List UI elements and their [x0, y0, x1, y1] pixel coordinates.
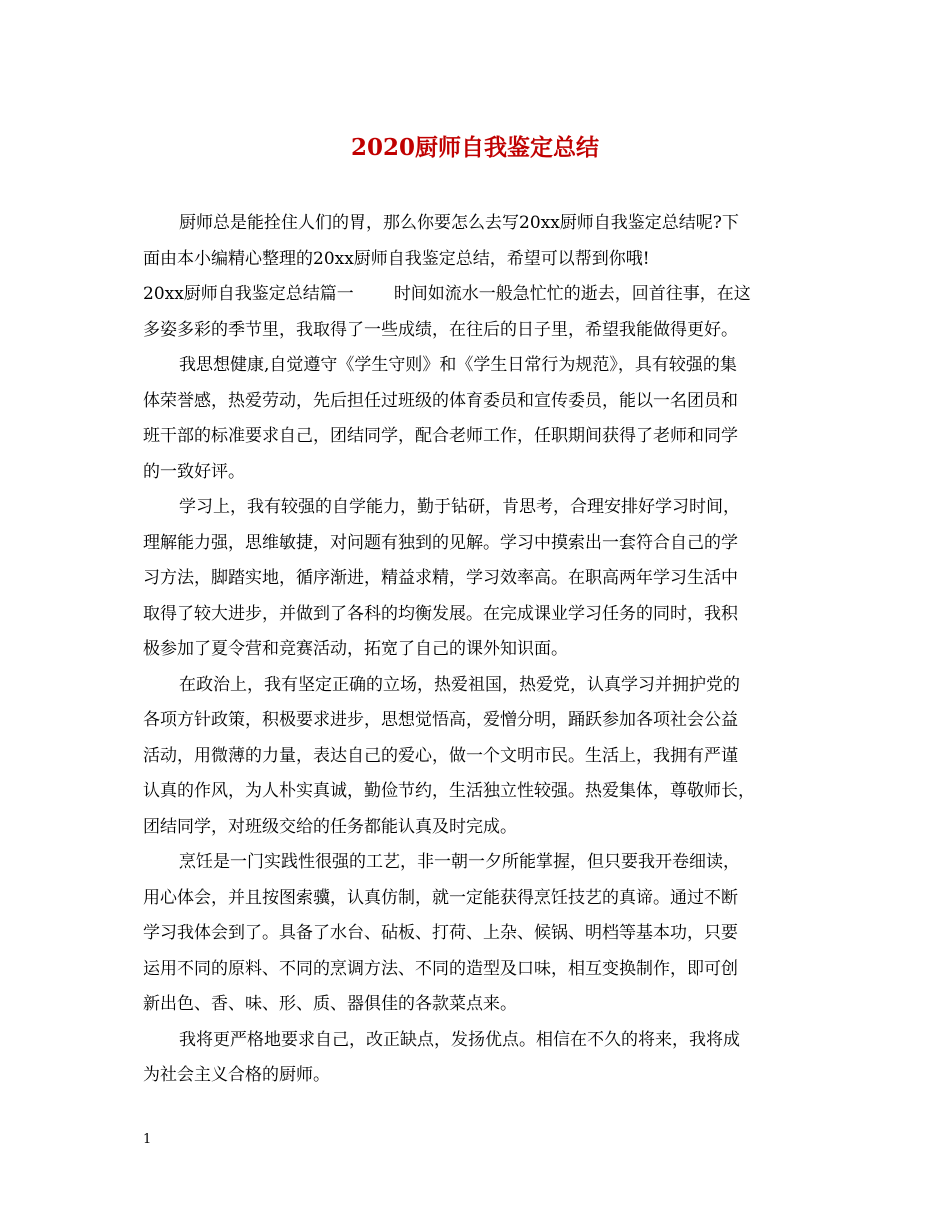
text-line: 为社会主义合格的厨师。: [143, 1065, 330, 1085]
text-line: 学习我体会到了。具备了水台、砧板、打荷、上杂、候锅、明档等基本功，只要: [143, 923, 738, 943]
text-line: 用心体会，并且按图索骥，认真仿制，就一定能获得烹饪技艺的真谛。通过不断: [143, 887, 738, 908]
text-line: 团结同学，对班级交给的任务都能认真及时完成。: [143, 816, 517, 837]
text-line: 新出色、香、味、形、质、器俱佳的各款菜点来。: [143, 994, 517, 1014]
text-line: 班干部的标准要求自己，团结同学，配合老师工作，任职期间获得了老师和同学: [143, 426, 738, 446]
text-line: 体荣誉感，热爱劳动，先后担任过班级的体育委员和宣传委员，能以一名团员和: [143, 390, 738, 411]
page-number: 1: [143, 1132, 152, 1147]
text-line: 我思想健康,自觉遵守《学生守则》和《学生日常行为规范》，具有较强的集: [179, 355, 737, 375]
text-line: 极参加了夏令营和竞赛活动，拓宽了自己的课外知识面。: [143, 639, 568, 659]
section-heading: 20xx厨师自我鉴定总结篇一: [143, 284, 354, 304]
text-line: 运用不同的原料、不同的烹调方法、不同的造型及口味，相互变换制作，即可创: [143, 958, 738, 979]
text-line: 面由本小编精心整理的20xx厨师自我鉴定总结，希望可以帮到你哦!: [143, 248, 650, 269]
text-line: 取得了较大进步，并做到了各科的均衡发展。在完成课业学习任务的同时，我积: [143, 603, 738, 624]
document-title: 2020厨师自我鉴定总结: [350, 134, 599, 161]
text-line: 我将更严格地要求自己，改正缺点，发扬优点。相信在不久的将来，我将成: [179, 1029, 740, 1050]
text-line: 习方法，脚踏实地，循序渐进，精益求精，学习效率高。在职高两年学习生活中: [143, 568, 738, 588]
text-line: 理解能力强，思维敏捷，对问题有独到的见解。学习中摸索出一套符合自己的学: [143, 532, 738, 553]
text-line: 多姿多彩的季节里，我取得了一些成绩，在往后的日子里，希望我能做得更好。: [143, 319, 738, 340]
text-line: 认真的作风，为人朴实真诚，勤俭节约，生活独立性较强。热爱集体，尊敬师长，: [143, 781, 755, 801]
text-line: 烹饪是一门实践性很强的工艺，非一朝一夕所能掌握，但只要我开卷细读，: [179, 852, 740, 872]
text-line: 在政治上，我有坚定正确的立场，热爱祖国，热爱党，认真学习并拥护党的: [179, 674, 740, 695]
text-line: 活动，用微薄的力量，表达自己的爱心，做一个文明市民。生活上，我拥有严谨: [143, 745, 738, 766]
text-line: 厨师总是能拴住人们的胃，那么你要怎么去写20xx厨师自我鉴定总结呢?下: [179, 213, 739, 233]
text-line: 各项方针政策，积极要求进步，思想觉悟高，爱憎分明，踊跃参加各项社会公益: [143, 710, 738, 730]
document-body: [143, 206, 823, 1094]
text-line-section-heading: [143, 277, 823, 313]
text-segment: 时间如流水一般急忙忙的逝去，回首往事，在这: [393, 284, 751, 304]
text-line: 的一致好评。: [143, 461, 245, 482]
text-line: 学习上，我有较强的自学能力，勤于钻研，肯思考，合理安排好学习时间，: [179, 497, 740, 517]
